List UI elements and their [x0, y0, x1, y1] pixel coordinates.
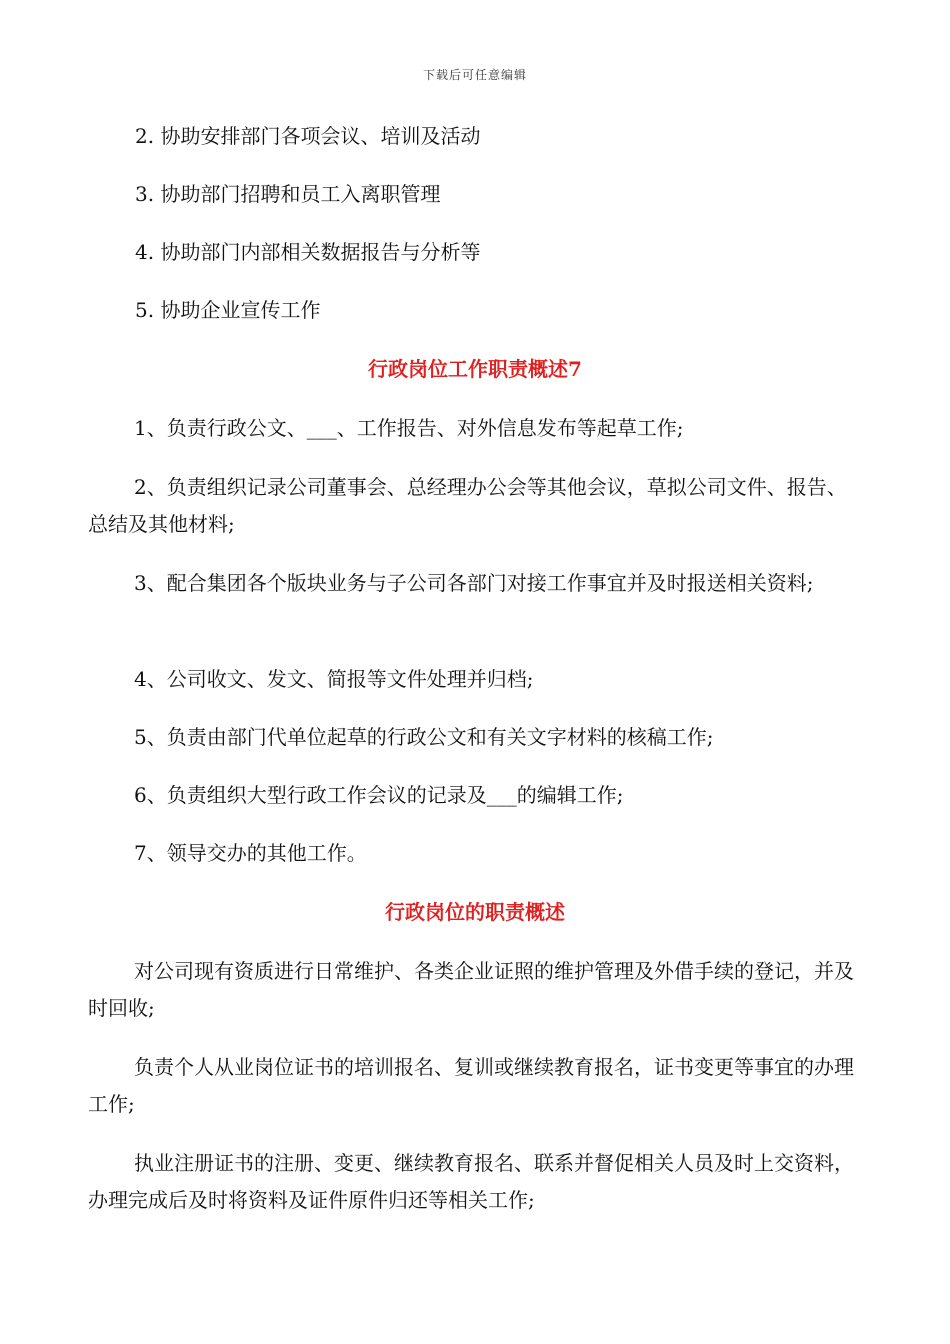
page-header: 下载后可任意编辑	[422, 68, 527, 82]
duty-paragraph: 6、负责组织大型行政工作会议的记录及___的编辑工作;	[134, 783, 624, 807]
list-item: 4. 协助部门内部相关数据报告与分析等	[135, 240, 481, 264]
section-heading: 行政岗位工作职责概述7	[368, 357, 582, 381]
section-heading: 行政岗位的职责概述	[385, 900, 565, 924]
list-item: 3. 协助部门招聘和员工入离职管理	[135, 182, 441, 206]
duty-paragraph: 7、领导交办的其他工作。	[134, 841, 367, 865]
duty-paragraph: 2、负责组织记录公司董事会、总经理办公会等其他会议，草拟公司文件、报告、总结及其他材料;	[88, 475, 847, 536]
list-item: 2. 协助安排部门各项会议、培训及活动	[135, 124, 481, 148]
list-item: 5. 协助企业宣传工作	[135, 298, 321, 322]
duty-paragraph: 1、负责行政公文、___、工作报告、对外信息发布等起草工作;	[134, 416, 684, 440]
duty-paragraph: 3、配合集团各个版块业务与子公司各部门对接工作事宜并及时报送相关资料;	[134, 571, 814, 595]
duty-paragraph: 负责个人从业岗位证书的培训报名、复训或继续教育报名，证书变更等事宜的办理工作;	[88, 1055, 854, 1116]
duty-paragraph: 对公司现有资质进行日常维护、各类企业证照的维护管理及外借手续的登记，并及时回收;	[88, 959, 854, 1020]
duty-paragraph: 5、负责由部门代单位起草的行政公文和有关文字材料的核稿工作;	[134, 725, 714, 749]
duty-paragraph: 4、公司收文、发文、简报等文件处理并归档;	[134, 667, 534, 691]
duty-paragraph: 执业注册证书的注册、变更、继续教育报名、联系并督促相关人员及时上交资料，办理完成后及时将资料及证件原件归还等相关工作;	[88, 1151, 854, 1212]
